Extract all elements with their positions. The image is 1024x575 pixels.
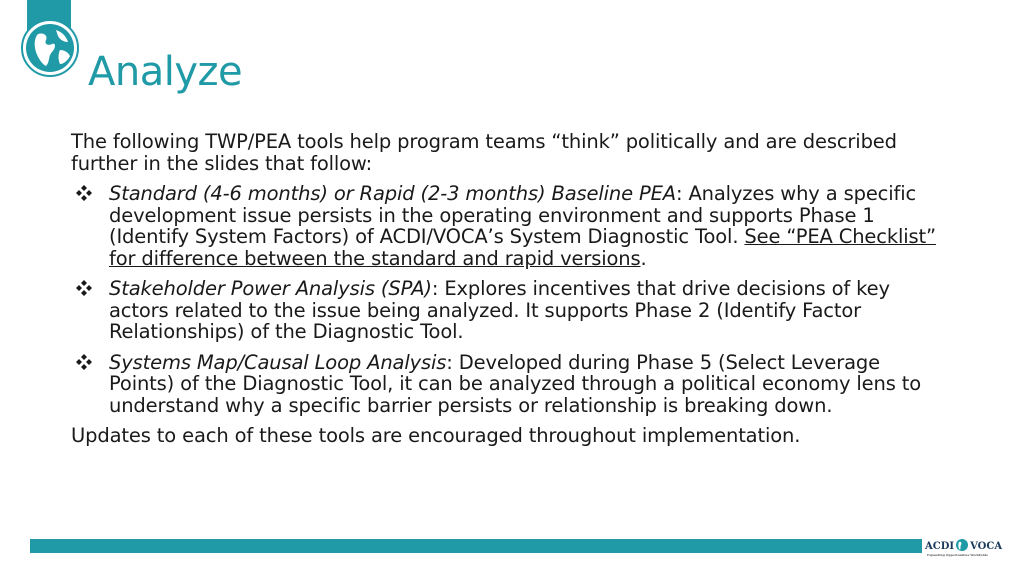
- globe-icon: [20, 18, 80, 78]
- pea-checklist-link[interactable]: See “PEA Checklist” for difference between the standard and rapid versions: [109, 225, 936, 270]
- bullet-item-systems-map: [71, 352, 951, 417]
- footer-bar: [30, 539, 922, 553]
- bullet-text: : Developed during Phase 5 (Select Leverage Points) of the Diagnostic Tool, it can be analyzed through a political economy lens to understand why a specific barrier persists or relationship is breaking down.: [109, 350, 922, 417]
- logo-tagline: Expanding Opportunities Worldwide: [927, 553, 988, 557]
- bullet-italic-title: Standard (4-6 months) or Rapid (2-3 months) Baseline PEA: [109, 182, 676, 205]
- page-title: Analyze: [88, 49, 243, 95]
- bullet-text: : Analyzes why a specific development issue persists in the operating environment and supports Phase 1 (Identify System Factors) of ACDI/VOCA’s System Diagnostic Tool.: [109, 182, 917, 248]
- bullet-tail: .: [640, 246, 647, 270]
- bullet-italic-title: Stakeholder Power Analysis (SPA): [109, 277, 432, 300]
- acdi-voca-logo: [925, 535, 1003, 555]
- logo-globe-icon: [955, 538, 969, 552]
- bullet-item-baseline-pea: [71, 183, 951, 269]
- intro-paragraph: The following TWP/PEA tools help program teams “think” politically and are described further in the slides that follow:: [71, 130, 897, 175]
- diamond-bullet-icon: [75, 353, 93, 371]
- logo-right-text: VOCA: [970, 540, 1003, 552]
- diamond-bullet-icon: [75, 279, 93, 297]
- bullet-item-spa: [71, 278, 951, 343]
- bullet-text: : Explores incentives that drive decisions of key actors related to the issue being analyzed. It supports Phase 2 (Identify Factor Relationships) of the Diagnostic Tool.: [109, 277, 890, 343]
- bullet-italic-title: Systems Map/Causal Loop Analysis: [109, 350, 447, 374]
- diamond-bullet-icon: [75, 184, 93, 202]
- slide-body: [71, 131, 951, 447]
- logo-left-text: ACDI: [925, 540, 955, 552]
- closing-paragraph: Updates to each of these tools are encouraged throughout implementation.: [71, 424, 801, 447]
